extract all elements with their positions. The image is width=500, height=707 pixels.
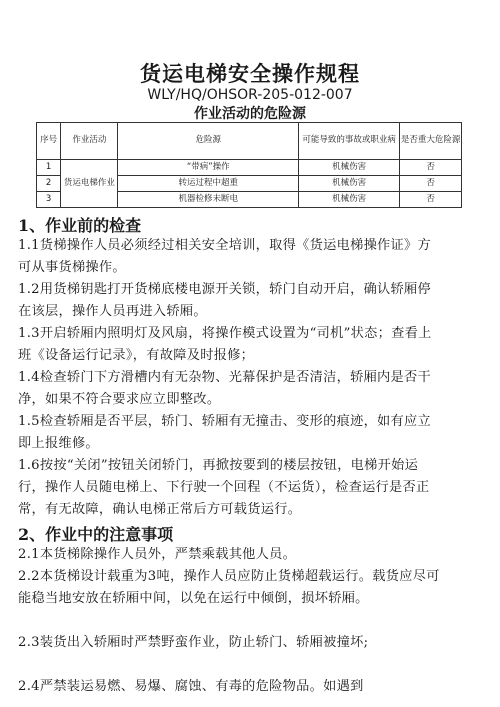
paragraph-1-4: 1.4检查轿门下方滑槽内有无杂物、光幕保护是否清洁，轿厢内是否干净，如果不符合要求应立即整改。 (18, 370, 432, 407)
section1-heading: 1、作业前的检查 (18, 216, 142, 235)
document-number: WLY/HQ/OHSOR-205-012-007 (147, 87, 353, 103)
cell-hazard: “带病”操作 (118, 160, 299, 176)
header-major: 是否重大危险源 (400, 123, 462, 160)
cell-accident: 机械伤害 (299, 192, 400, 208)
cell-no: 1 (37, 160, 61, 176)
hazard-table (36, 122, 462, 208)
cell-accident: 机械伤害 (299, 160, 400, 176)
paragraph-2-4: 2.4严禁装运易燃、易爆、腐蚀、有毒的危险物品。如遇到 (18, 679, 364, 694)
cell-accident: 机械伤害 (299, 176, 400, 192)
section2-heading: 2、作业中的注意事项 (18, 525, 174, 544)
paragraph-1-6: 1.6按按“关闭”按钮关闭轿门，再掀按要到的楼层按钮，电梯开始运行，操作人员随电梯上、下行驶一个回程（不运货），检查运行是否正常，有无故障，确认电梯正常后方可载货运行。 (18, 458, 430, 517)
paragraph-1-1: 1.1货梯操作人员必须经过相关安全培训，取得《货运电梯操作证》方可从事货梯操作。 (18, 238, 432, 275)
cell-activity: 货运电梯作业 (61, 160, 118, 208)
paragraph-1-3: 1.3开启轿厢内照明灯及风扇，将操作模式设置为“司机”状态；查看上班《设备运行记录》，有故障及时报修； (18, 326, 432, 363)
paragraph-1-2: 1.2用货梯钥匙打开货梯底楼电源开关锁，轿门自动开启，确认轿厢停在该层，操作人员再进入轿厢。 (18, 282, 432, 319)
cell-no: 2 (37, 176, 61, 192)
paragraph-2-2: 2.2本货梯设计载重为3吨，操作人员应防止货梯超载运行。载货应尽可能稳当地安放在轿厢中间，以免在运行中倾倒，损坏轿厢。 (18, 569, 440, 606)
header-accident: 可能导致的事故或职业病 (299, 123, 400, 160)
table-title: 作业活动的危险源 (194, 106, 306, 122)
cell-major: 否 (400, 192, 462, 208)
header-hazard: 危险源 (118, 123, 299, 160)
cell-major: 否 (400, 176, 462, 192)
paragraph-1-5: 1.5检查轿厢是否平层，轿门、轿厢有无撞击、变形的痕迹，如有应立即上报维修。 (18, 414, 432, 451)
cell-hazard: 转运过程中超重 (118, 176, 299, 192)
paragraph-2-1: 2.1本货梯除操作人员外，严禁乘载其他人员。 (18, 547, 297, 562)
table-row (37, 160, 462, 176)
table-header-row (37, 123, 462, 160)
cell-no: 3 (37, 192, 61, 208)
cell-major: 否 (400, 160, 462, 176)
document-title: 货运电梯安全操作规程 (140, 61, 360, 86)
cell-hazard: 机器检修未断电 (118, 192, 299, 208)
header-activity: 作业活动 (61, 123, 118, 160)
header-no: 序号 (37, 123, 61, 160)
paragraph-2-3: 2.3装货出入轿厢时严禁野蛮作业，防止轿门、轿厢被撞坏; (18, 635, 369, 650)
